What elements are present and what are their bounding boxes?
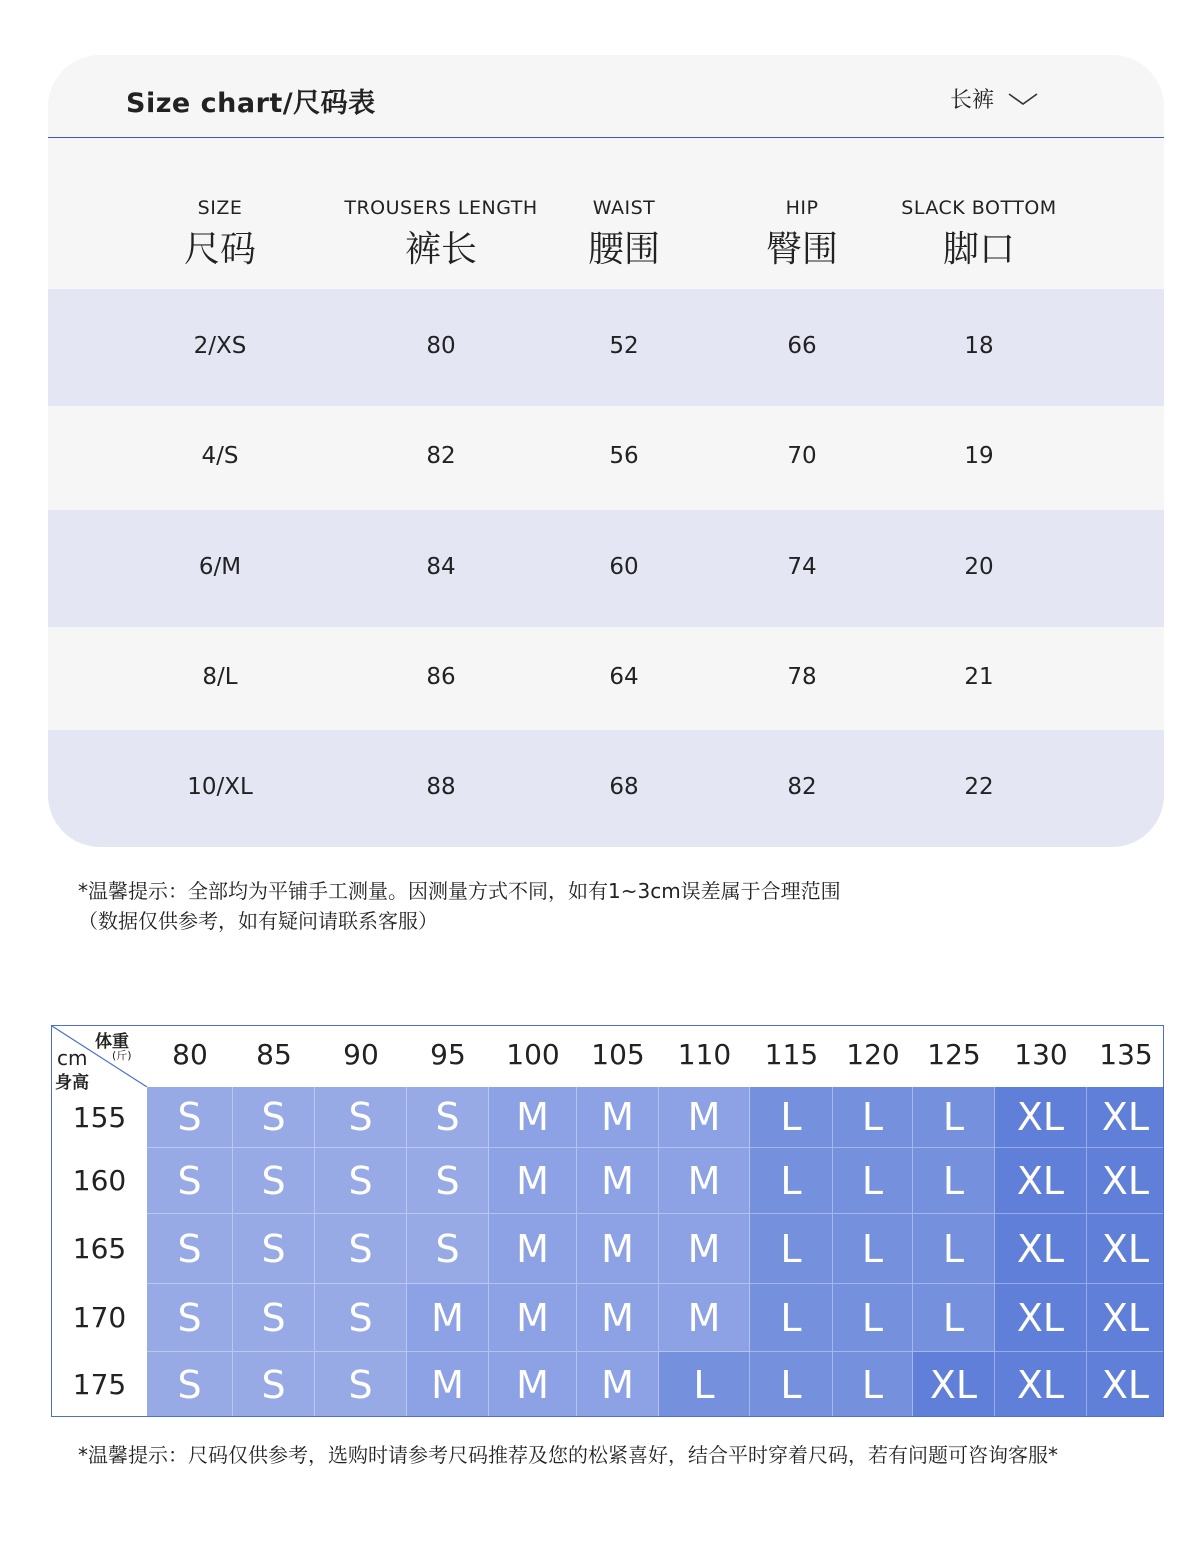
size-cell: M <box>407 1284 489 1352</box>
size-cell: S <box>315 1214 407 1284</box>
size-cell: L <box>750 1087 833 1148</box>
measurement-note-line1: *温馨提示：全部均为平铺手工测量。因测量方式不同，如有1~3cm误差属于合理范围 <box>78 879 841 903</box>
size-cell: M <box>577 1284 659 1352</box>
weight-column-header: 120 <box>846 1038 900 1071</box>
weight-unit-label: (斤) <box>112 1049 132 1062</box>
size-chart-card <box>48 55 1164 847</box>
size-cell: M <box>659 1148 750 1214</box>
size-cell: S <box>233 1284 315 1352</box>
table-cell: 6/M <box>198 553 242 580</box>
table-row <box>48 510 1164 627</box>
weight-column-header: 85 <box>256 1038 292 1071</box>
size-cell: XL <box>1087 1352 1164 1417</box>
size-cell: L <box>913 1284 995 1352</box>
table-cell: 82 <box>426 443 456 469</box>
height-unit-label: cm <box>57 1046 88 1070</box>
height-row-header: 165 <box>72 1232 127 1265</box>
table-cell: 64 <box>609 663 639 690</box>
size-cell: XL <box>995 1284 1087 1352</box>
size-cell: S <box>147 1148 233 1214</box>
column-header-en: SLACK BOTTOM <box>901 197 1057 219</box>
size-cell: M <box>659 1087 750 1148</box>
garment-type-dropdown[interactable] <box>950 83 1038 114</box>
size-cell: M <box>489 1284 577 1352</box>
size-cell: M <box>407 1352 489 1417</box>
height-row-header: 155 <box>72 1100 127 1134</box>
table-cell: 22 <box>964 773 994 800</box>
size-cell: M <box>659 1214 750 1284</box>
size-recommendation-note: *温馨提示：尺码仅供参考，选购时请参考尺码推荐及您的松紧喜好，结合平时穿着尺码，若有问题可咨询客服* <box>78 1443 1058 1467</box>
weight-column-header: 135 <box>1099 1038 1153 1071</box>
size-cell: XL <box>995 1148 1087 1214</box>
column-header-zh: 裤长 <box>404 229 477 270</box>
size-cell: S <box>147 1087 233 1148</box>
table-cell: 19 <box>964 443 994 469</box>
weight-axis-label: 体重 <box>95 1032 129 1052</box>
size-cell: L <box>833 1148 913 1214</box>
size-cell: XL <box>1087 1148 1164 1214</box>
size-cell: M <box>489 1214 577 1284</box>
table-cell: 21 <box>964 663 994 690</box>
size-cell: M <box>659 1284 750 1352</box>
size-cell: M <box>577 1352 659 1417</box>
weight-column-header: 105 <box>591 1038 645 1071</box>
table-cell: 68 <box>609 773 639 800</box>
measurement-note-line2: （数据仅供参考，如有疑问请联系客服） <box>78 909 438 933</box>
garment-type-label: 长裤 <box>950 88 995 113</box>
size-cell: S <box>147 1284 233 1352</box>
card-header <box>48 55 1164 138</box>
table-cell: 4/S <box>201 443 239 469</box>
size-cell: L <box>750 1214 833 1284</box>
table-cell: 66 <box>787 332 817 359</box>
size-cell: S <box>407 1087 489 1148</box>
table-cell: 70 <box>787 443 817 469</box>
weight-column-header: 110 <box>677 1038 732 1071</box>
size-cell: L <box>750 1284 833 1352</box>
size-cell: S <box>233 1214 315 1284</box>
height-row-header: 160 <box>72 1164 127 1197</box>
height-row-header: 170 <box>72 1301 127 1334</box>
table-row <box>48 627 1164 730</box>
size-cell: S <box>147 1214 233 1284</box>
table-row <box>48 406 1164 510</box>
size-cell: L <box>833 1087 913 1148</box>
chevron-down-icon <box>1008 92 1038 106</box>
weight-column-header: 130 <box>1014 1038 1068 1071</box>
size-cell: L <box>750 1352 833 1417</box>
size-cell: S <box>315 1284 407 1352</box>
table-cell: 82 <box>787 773 817 800</box>
size-cell: L <box>833 1284 913 1352</box>
column-header-en: WAIST <box>592 197 656 219</box>
size-cell: XL <box>995 1214 1087 1284</box>
size-cell: S <box>147 1352 233 1417</box>
size-cell: S <box>315 1148 407 1214</box>
weight-column-header: 115 <box>764 1038 819 1071</box>
size-cell: M <box>577 1148 659 1214</box>
measurement-note <box>78 876 841 936</box>
table-cell: 86 <box>426 663 456 690</box>
table-row <box>48 289 1164 406</box>
page-title: Size chart/尺码表 <box>126 88 376 119</box>
size-cell: M <box>489 1087 577 1148</box>
size-cell: M <box>489 1148 577 1214</box>
table-row <box>48 730 1164 847</box>
table-cell: 84 <box>426 553 456 580</box>
column-header-en: HIP <box>785 197 819 219</box>
size-cell: L <box>659 1352 750 1417</box>
height-axis-label: 身高 <box>55 1073 89 1093</box>
table-cell: 10/XL <box>187 773 253 800</box>
size-cell: S <box>315 1087 407 1148</box>
size-cell: XL <box>1087 1284 1164 1352</box>
table-cell: 20 <box>964 553 994 580</box>
size-cell: L <box>913 1148 995 1214</box>
table-cell: 74 <box>787 553 817 580</box>
size-cell: S <box>233 1148 315 1214</box>
size-cell: XL <box>1087 1087 1164 1148</box>
column-header-zh: 脚口 <box>942 229 1015 270</box>
size-cell: S <box>407 1214 489 1284</box>
size-cell: M <box>577 1214 659 1284</box>
table-cell: 52 <box>609 332 639 359</box>
table-cell: 2/XS <box>193 332 247 359</box>
size-cell: M <box>577 1087 659 1148</box>
weight-column-header: 125 <box>927 1038 981 1071</box>
table-cell: 18 <box>964 332 994 359</box>
size-cell: S <box>233 1087 315 1148</box>
column-header-zh: 臀围 <box>765 229 838 270</box>
size-cell: S <box>315 1352 407 1417</box>
size-cell: L <box>913 1214 995 1284</box>
size-cell: S <box>233 1352 315 1417</box>
size-cell: XL <box>995 1087 1087 1148</box>
size-cell: M <box>489 1352 577 1417</box>
column-header-zh: 尺码 <box>183 229 256 270</box>
weight-column-header: 100 <box>506 1038 560 1071</box>
table-cell: 56 <box>609 443 639 469</box>
table-cell: 8/L <box>202 663 238 690</box>
grid-corner <box>52 1026 147 1093</box>
column-header-zh: 腰围 <box>587 229 660 270</box>
column-header-en: SIZE <box>197 197 243 219</box>
weight-column-header: 95 <box>430 1038 466 1071</box>
size-cell: XL <box>913 1352 995 1417</box>
size-cell: S <box>407 1148 489 1214</box>
size-cell: XL <box>995 1352 1087 1417</box>
table-cell: 60 <box>609 553 639 580</box>
column-header-en: TROUSERS LENGTH <box>344 197 538 219</box>
size-cell: L <box>750 1148 833 1214</box>
size-cell: L <box>833 1214 913 1284</box>
size-cell: L <box>833 1352 913 1417</box>
table-cell: 78 <box>787 663 817 690</box>
size-cell: L <box>913 1087 995 1148</box>
size-recommendation-grid <box>51 1025 1164 1417</box>
table-cell: 80 <box>426 332 456 359</box>
height-row-header: 175 <box>72 1368 127 1401</box>
size-cell: XL <box>1087 1214 1164 1284</box>
weight-column-header: 90 <box>343 1038 379 1071</box>
weight-column-header: 80 <box>172 1038 208 1071</box>
table-cell: 88 <box>426 773 456 800</box>
